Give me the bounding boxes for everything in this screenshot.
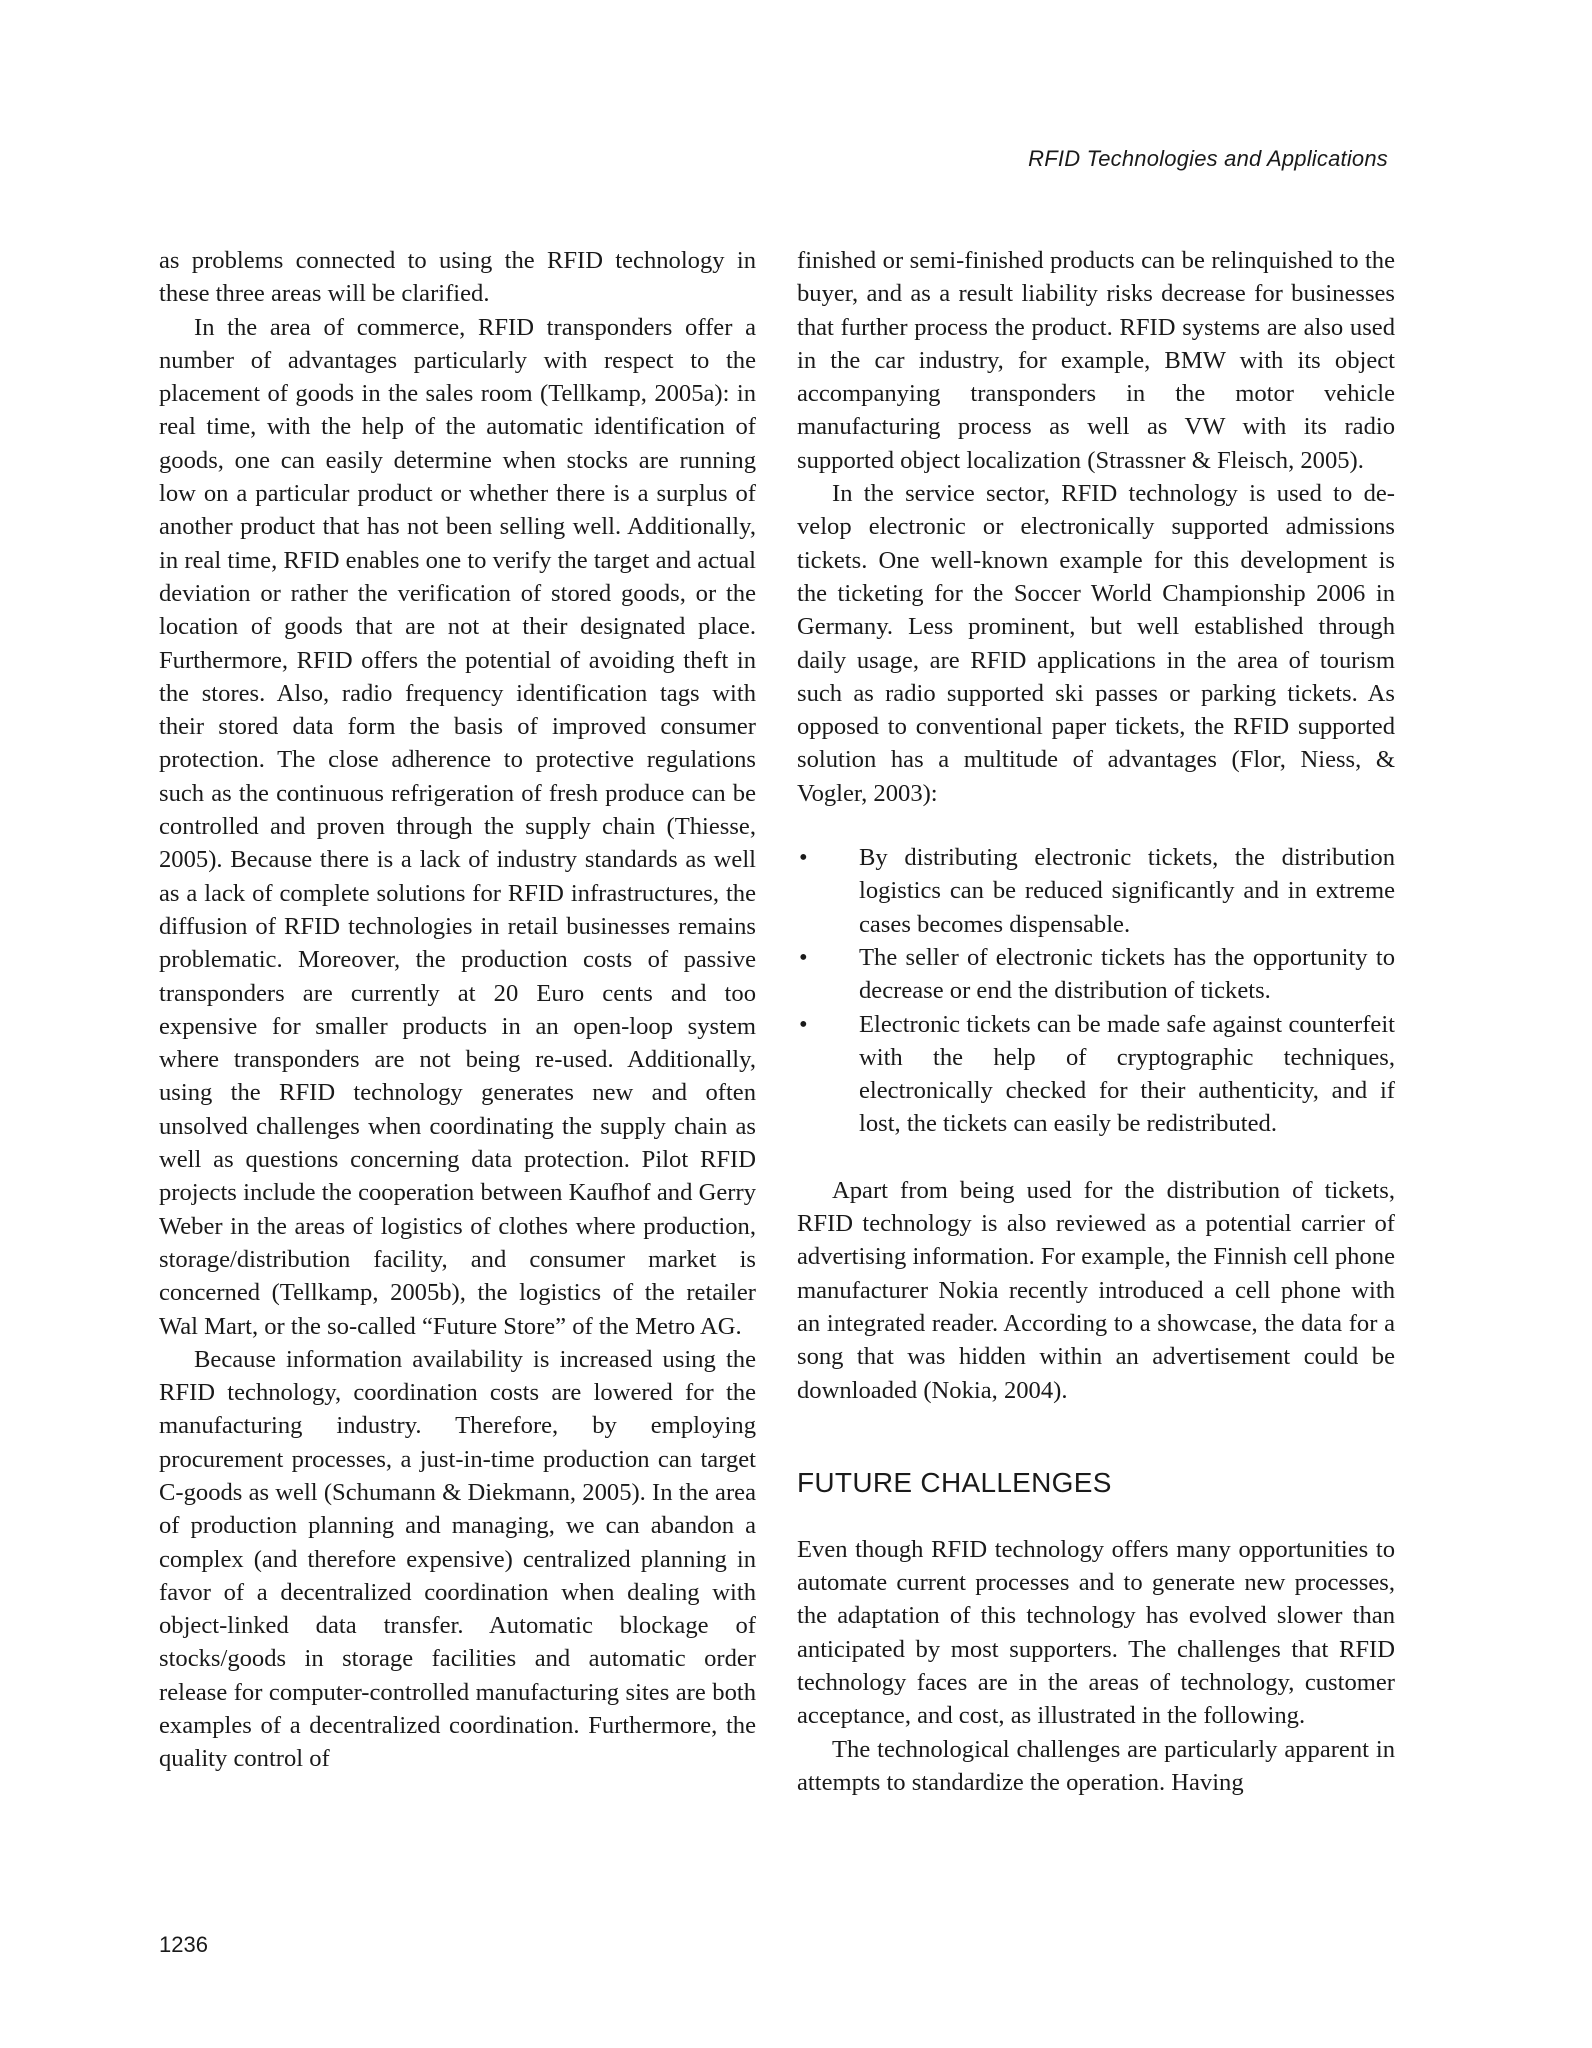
body-paragraph: Even though RFID technology offers many opportunities to automate current processes and to generate new processes, the adaptation of this technology has evolved slower than anticipated by most supporters. The challenges that RFID technology faces are in the areas of technology, customer acceptance, and cost, as illustrated in the following. (797, 1535, 1395, 1730)
left-column (159, 244, 756, 1776)
body-paragraph: Apart from being used for the distribution of tickets, RFID technology is also reviewed as a potential carrier of advertising information. For example, the Finnish cell phone manufacturer Nokia recently introduced a cell phone with an integrated reader. According to a showcase, the data for a song that was hidden within an advertisement could be downloaded (Nokia, 2004). (797, 1176, 1395, 1404)
body-paragraph: finished or semi-finished products can be relinquished to the buyer, and as a result liability risks decrease for businesses that further process the product. RFID systems are also used in the car industry, for example, BMW with its object accompanying transponders in the motor vehicle manufacturing process as well as VW with its radio supported object localization (Strassner & Fleisch, 2005). (797, 247, 1395, 474)
right-column (797, 244, 1395, 1799)
body-paragraph: Because information availability is increased using the RFID technology, coordination costs are lowered for the manufacturing industry. Therefore, by employing procurement processes, a just-in-time production can target C-goods as well (Schumann & Diekmann, 2005). In the area of production planning and managing, we can abandon a complex (and therefore expensive) centralized planning in favor of a decentralized coordination when dealing with object-linked data transfer. Automatic blockage of stocks/goods in storage facilities and automatic order release for computer-controlled manufacturing sites are both examples of a decentralized coordination. Furthermore, the quality control of (159, 1345, 756, 1773)
bullet-text: By distributing electronic tickets, the distribution logistics can be reduced significantly and in extreme cases becomes dispensable. (859, 844, 1395, 938)
running-head: RFID Technologies and Applications (1028, 146, 1388, 171)
bullet-icon: • (799, 943, 808, 971)
advantages-bullet-list (797, 841, 1395, 1141)
bullet-item (797, 841, 1395, 941)
bullet-item (797, 941, 1395, 1008)
bullet-item (797, 1008, 1395, 1141)
bullet-text: Electronic tickets can be made safe against counterfeit with the help of cryptographic techniques, electronically checked for their authenticity, and if lost, the tickets can easily be redistributed. (859, 1010, 1395, 1138)
page-number: 1236 (159, 1932, 208, 1957)
bullet-icon: • (799, 844, 808, 872)
body-paragraph: as problems connected to using the RFID technology in these three areas will be clarified. (159, 247, 756, 308)
body-paragraph: In the service sector, RFID technology is used to develop electronic or electronically supported admissions tickets. One well-known example for this development is the ticketing for the Soccer World Championship 2006 in Germany. Less prominent, but well established through daily usage, are RFID applications in the area of tourism such as radio supported ski passes or parking tickets. As opposed to conventional paper tickets, the RFID supported solution has a multitude of advantages (Flor, Niess, & Vogler, 2003): (797, 480, 1395, 807)
bullet-text: The seller of electronic tickets has the opportunity to decrease or end the distribution of tickets. (859, 943, 1395, 1005)
bullet-icon: • (799, 1010, 808, 1038)
body-paragraph: The technological challenges are particularly apparent in attempts to standardize the operation. Having (797, 1735, 1395, 1796)
body-paragraph: In the area of commerce, RFID transponders offer a number of advantages particularly with respect to the placement of goods in the sales room (Tellkamp, 2005a): in real time, with the help of the automatic identification of goods, one can easily determine when stocks are running low on a particular product or whether there is a surplus of another product that has not been selling well. Additionally, in real time, RFID enables one to verify the target and actual deviation or rather the verification of stored goods, or the location of goods that are not at their designated place. Furthermore, RFID offers the potential of avoiding theft in the stores. Also, radio frequency identification tags with their stored data form the basis of improved consumer protection. The close adherence to protective regulations such as the continuous refrigeration of fresh produce can be controlled and proven through the supply chain (Thiesse, 2005). Because there is a lack of industry standards as well as a lack of complete solutions for RFID infrastructures, the diffusion of RFID technologies in retail businesses remains problematic. Moreover, the production costs of passive transponders are currently at 20 Euro cents and too expensive for smaller products in an open-loop system where transponders are not being re-used. Additionally, using the RFID technology generates new and often unsolved challenges when coordinating the supply chain as well as questions concerning data protection. Pilot RFID projects include the cooperation between Kaufhof and Gerry Weber in the areas of logistics of clothes where production, storage/distribution facility, and consumer market is concerned (Tellkamp, 2005b), the logistics of the retailer Wal Mart, or the so-called “Future Store” of the Metro AG. (159, 313, 756, 1340)
section-heading: FUTURE CHALLENGES (797, 1466, 1112, 1498)
